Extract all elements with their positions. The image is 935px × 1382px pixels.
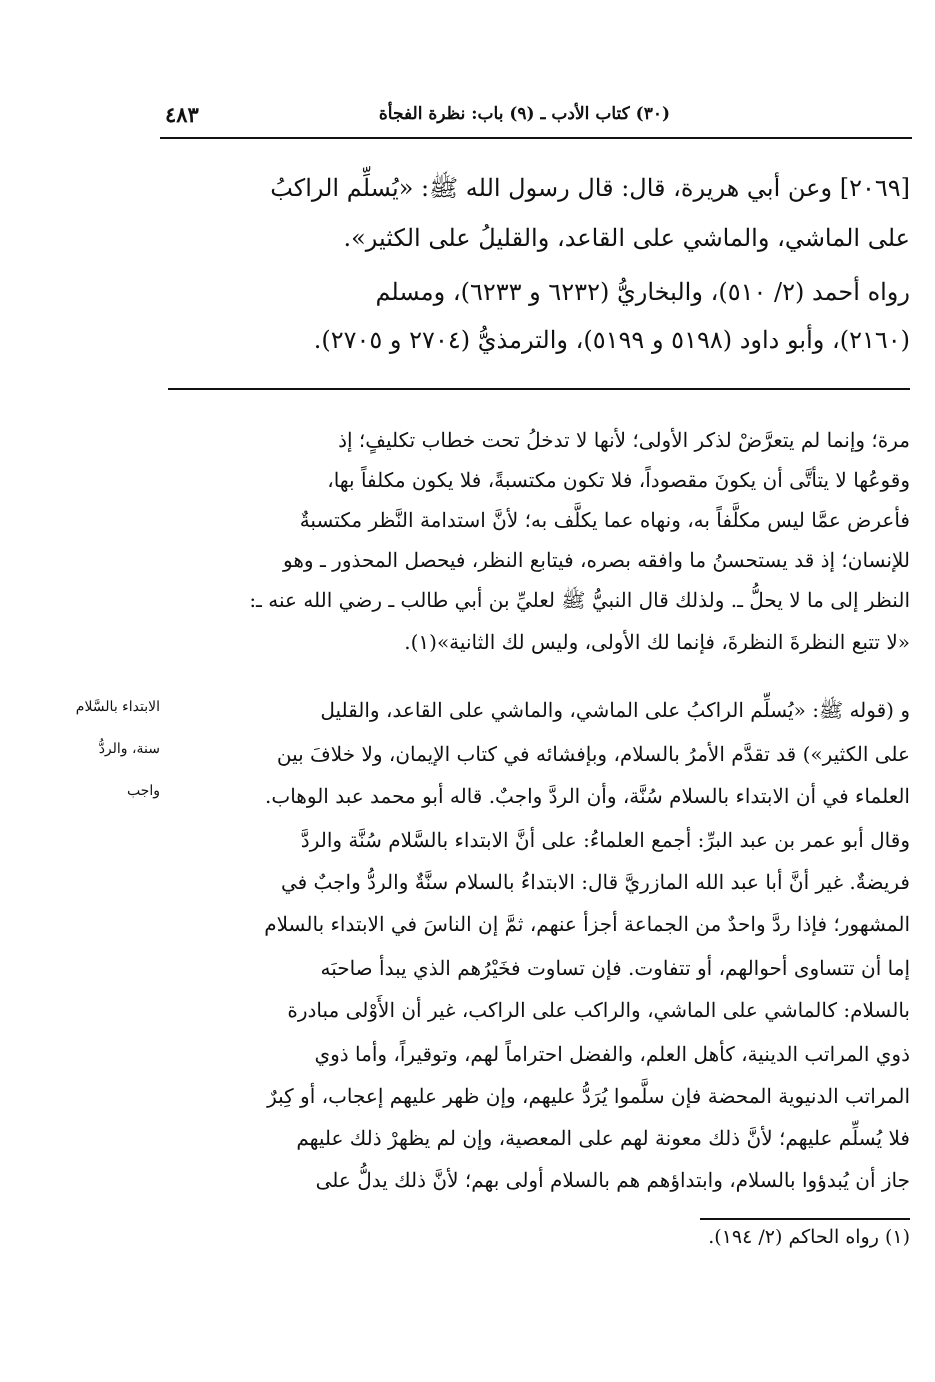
commentary-line: جاز أن يُبدؤوا بالسلام، وابتداؤهم هم بالسلام أولى بهم؛ لأنَّ ذلك يدلُّ على xyxy=(315,1168,910,1192)
hadith-line: [٢٠٦٩] وعن أبي هريرة، قال: قال رسول الله ﷺ: «يُسلِّم الراكبُ xyxy=(270,174,910,202)
commentary-line: للإنسان؛ إذ قد يستحسنُ ما وافقه بصره، فيتابع النظر، فيحصل المحذور ـ وهو xyxy=(283,548,910,572)
header-rule xyxy=(160,137,912,139)
commentary-line: فلا يُسلِّم عليهم؛ لأنَّ ذلك معونة لهم على المعصية، وإن لم يظهرْ ذلك عليهم xyxy=(296,1126,910,1150)
commentary-line: «لا تتبع النظرةَ النظرةَ، فإنما لك الأولى، وليس لك الثانية»(١). xyxy=(404,630,910,654)
hadith-source-line: (٢١٦٠)، وأبو داود (٥١٩٨ و ٥١٩٩)، والترمذيُّ (٢٧٠٤ و ٢٧٠٥). xyxy=(313,326,910,354)
hadith-line: على الماشي، والماشي على القاعد، والقليلُ على الكثير». xyxy=(343,224,910,252)
commentary-line: وقال أبو عمر بن عبد البرِّ: أجمع العلماءُ: على أنَّ الابتداء بالسَّلام سُنَّة والردَّ xyxy=(300,828,910,852)
commentary-line: المراتب الدنيوية المحضة فإن سلَّموا يُرَدُّ عليهم، وإن ظهر عليهم إعجاب، أو كِبرٌ xyxy=(267,1084,910,1108)
margin-note-line: سنة، والردُّ xyxy=(98,741,160,757)
commentary-line: و (قوله ﷺ: «يُسلِّم الراكبُ على الماشي، والماشي على القاعد، والقليل xyxy=(320,698,910,722)
commentary-line: على الكثير») قد تقدَّم الأمرُ بالسلام، وبإفشائه في كتاب الإيمان، ولا خلافَ بين xyxy=(276,742,910,766)
section-separator xyxy=(168,388,910,390)
commentary-line: مرة؛ وإنما لم يتعرَّضْ لذكر الأولى؛ لأنها لا تدخلُ تحت خطاب تكليفٍ؛ إذ xyxy=(338,428,910,452)
header-title: (٣٠) كتاب الأدب ـ (٩) باب: نظرة الفجأة xyxy=(378,104,670,124)
footnote: (١) رواه الحاكم (٢/ ١٩٤). xyxy=(708,1226,910,1248)
commentary-line: بالسلام: كالماشي على الماشي، والراكب على الراكب، غير أن الأَوْلى مبادرة xyxy=(287,998,910,1022)
commentary-line: المشهور؛ فإذا ردَّ واحدٌ من الجماعة أجزأ عنهم، ثمَّ إن الناسَ في الابتداء بالسلام xyxy=(264,912,910,936)
page-number: ٤٨٣ xyxy=(165,102,199,127)
running-header xyxy=(165,100,910,134)
footnote-rule xyxy=(700,1218,910,1220)
commentary-line: العلماء في أن الابتداء بالسلام سُنَّة، وأن الردَّ واجبٌ. قاله أبو محمد عبد الوهاب. xyxy=(265,784,910,808)
commentary-line: فريضةٌ. غير أنَّ أبا عبد الله المازريَّ قال: الابتداءُ بالسلام سنَّةٌ والردُّ واجبٌ في xyxy=(280,870,910,894)
commentary-line: إما أن تتساوى أحوالهم، أو تتفاوت. فإن تساوت فخَيْرُهم الذي يبدأ صاحبَه xyxy=(320,956,910,980)
commentary-line: النظر إلى ما لا يحلُّ ـ. ولذلك قال النبيُّ ﷺ لعليِّ بن أبي طالب ـ رضي الله عنه ـ: xyxy=(249,588,910,612)
commentary-line: فأعرض عمَّا ليس مكلَّفاً به، ونهاه عما يكلَّف به؛ لأنَّ استدامة النَّظر مكتسبةٌ xyxy=(299,508,910,532)
commentary-line: ذوي المراتب الدينية، كأهل العلم، والفضل احتراماً لهم، وتوقيراً، وأما ذوي xyxy=(314,1042,910,1066)
hadith-source-line: رواه أحمد (٢/ ٥١٠)، والبخاريُّ (٦٢٣٢ و ٦٢٣٣)، ومسلم xyxy=(375,278,910,306)
margin-note-line: الابتداء بالسَّلام xyxy=(75,699,160,715)
commentary-line: وقوعُها لا يتأتَّى أن يكونَ مقصوداً، فلا تكون مكتسبةً، فلا يكون مكلفاً بها، xyxy=(327,468,910,492)
margin-note-line: واجب xyxy=(126,783,160,799)
